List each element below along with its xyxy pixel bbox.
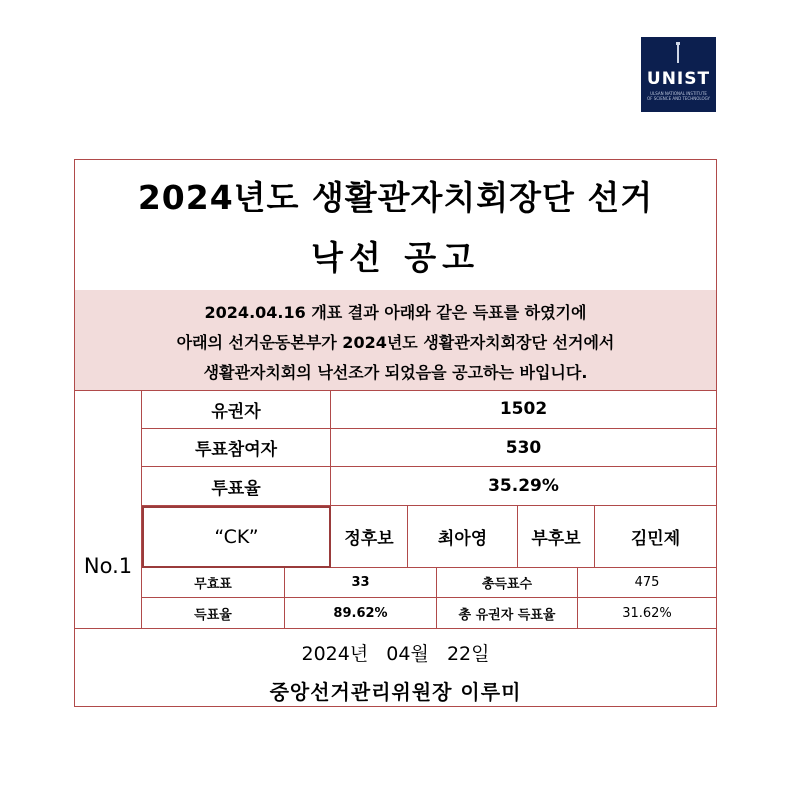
notice-statement [75, 290, 716, 391]
voters-label: 투표참여자 [142, 429, 331, 467]
invalid-value: 33 [285, 568, 437, 598]
statement-line-3: 생활관자치회의 낙선조가 되었음을 공고하는 바입니다. [203, 363, 588, 382]
total-votes-label: 총득표수 [437, 568, 578, 598]
vice-label: 부후보 [518, 506, 595, 568]
turnout-value: 35.29% [331, 467, 717, 506]
eligible-vote-rate-label: 총 유권자 득표율 [437, 598, 578, 628]
team-name: “CK” [142, 506, 331, 568]
title-line-2: 낙선 공고 [310, 238, 480, 277]
candidate-number: No.1 [83, 554, 133, 578]
notice-date: 2024년 04월 22일 [301, 643, 490, 665]
voters-value: 530 [331, 429, 717, 467]
eligible-vote-rate-value: 31.62% [578, 598, 717, 628]
logo-subtitle: ULSAN NATIONAL INSTITUTE OF SCIENCE AND TECHNOLOGY [647, 91, 710, 101]
turnout-label: 투표율 [142, 467, 331, 506]
eligible-label: 유권자 [142, 390, 331, 429]
eligible-value: 1502 [331, 390, 717, 429]
notice-footer [75, 628, 716, 709]
notice-title [75, 160, 716, 291]
election-notice [74, 159, 717, 707]
vote-rate-value: 89.62% [285, 598, 437, 628]
statement-line-1: 2024.04.16 개표 결과 아래와 같은 득표를 하였기에 [204, 303, 587, 322]
results-table [141, 390, 717, 628]
title-line-1: 2024년도 생활관자치회장단 선거 [137, 178, 654, 217]
signature: 중앙선거관리위원장 이루미 [269, 680, 522, 704]
president-name: 최아영 [408, 506, 518, 568]
invalid-label: 무효표 [142, 568, 285, 598]
vote-rate-label: 득표율 [142, 598, 285, 628]
unist-logo [641, 37, 716, 112]
candidate-number-cell [75, 390, 141, 628]
vice-name: 김민제 [595, 506, 717, 568]
statement-line-2: 아래의 선거운동본부가 2024년도 생활관자치회장단 선거에서 [176, 333, 615, 352]
total-votes-value: 475 [578, 568, 717, 598]
president-label: 정후보 [331, 506, 408, 568]
logo-wordmark: UNIST [646, 69, 711, 89]
logo-bar [677, 45, 679, 63]
